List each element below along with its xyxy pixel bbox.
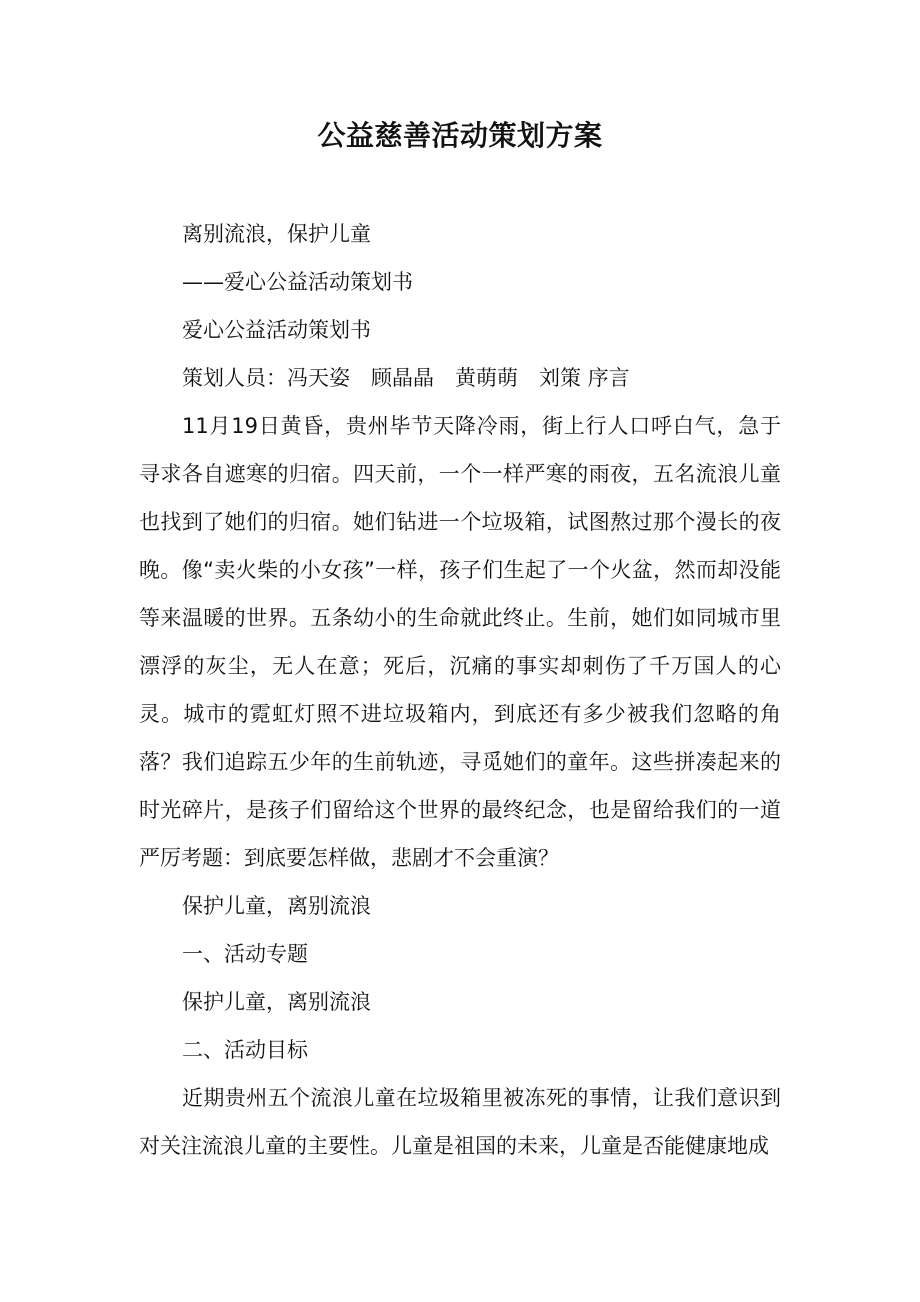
section-heading-topic: 一、活动专题: [182, 942, 308, 966]
paragraph-topic: 保护儿童，离别流浪: [182, 990, 371, 1014]
document-body: [139, 210, 781, 1170]
paragraph-slogan: 保护儿童，离别流浪: [182, 894, 371, 918]
paragraph-goal: 近期贵州五个流浪儿童在垃圾箱里被冻死的事情，让我们意识到对关注流浪儿童的主要性。儿童是祖国的未来，儿童是否能健康地成: [139, 1086, 781, 1158]
paragraph-planners: 策划人员：冯天姿 顾晶晶 黄萌萌 刘策 序言: [182, 366, 630, 390]
section-heading-goal: 二、活动目标: [182, 1038, 308, 1062]
paragraph-plan-title: 爱心公益活动策划书: [182, 318, 371, 342]
document-title: 公益慈善活动策划方案: [317, 119, 603, 152]
paragraph-preface: 11月19日黄昏，贵州毕节天降冷雨，街上行人口呼白气，急于寻求各自遮寒的归宿。四天前，一个一样严寒的雨夜，五名流浪儿童也找到了她们的归宿。她们钻进一个垃圾箱，试图熬过那个漫长的夜晚。像“卖火柴的小女孩”一样，孩子们生起了一个火盆，然而却没能等来温暖的世界。五条幼小的生命就此终止。生前，她们如同城市里漂浮的灰尘，无人在意；死后，沉痛的事实却刺伤了千万国人的心灵。城市的霓虹灯照不进垃圾箱内，到底还有多少被我们忽略的角落？我们追踪五少年的生前轨迹，寻觅她们的童年。这些拼凑起来的时光碎片，是孩子们留给这个世界的最终纪念，也是留给我们的一道严厉考题：到底要怎样做，悲剧才不会重演？: [139, 414, 781, 870]
paragraph-subtitle: 离别流浪，保护儿童: [182, 222, 371, 246]
paragraph-subtitle-line: ——爱心公益活动策划书: [182, 270, 413, 294]
